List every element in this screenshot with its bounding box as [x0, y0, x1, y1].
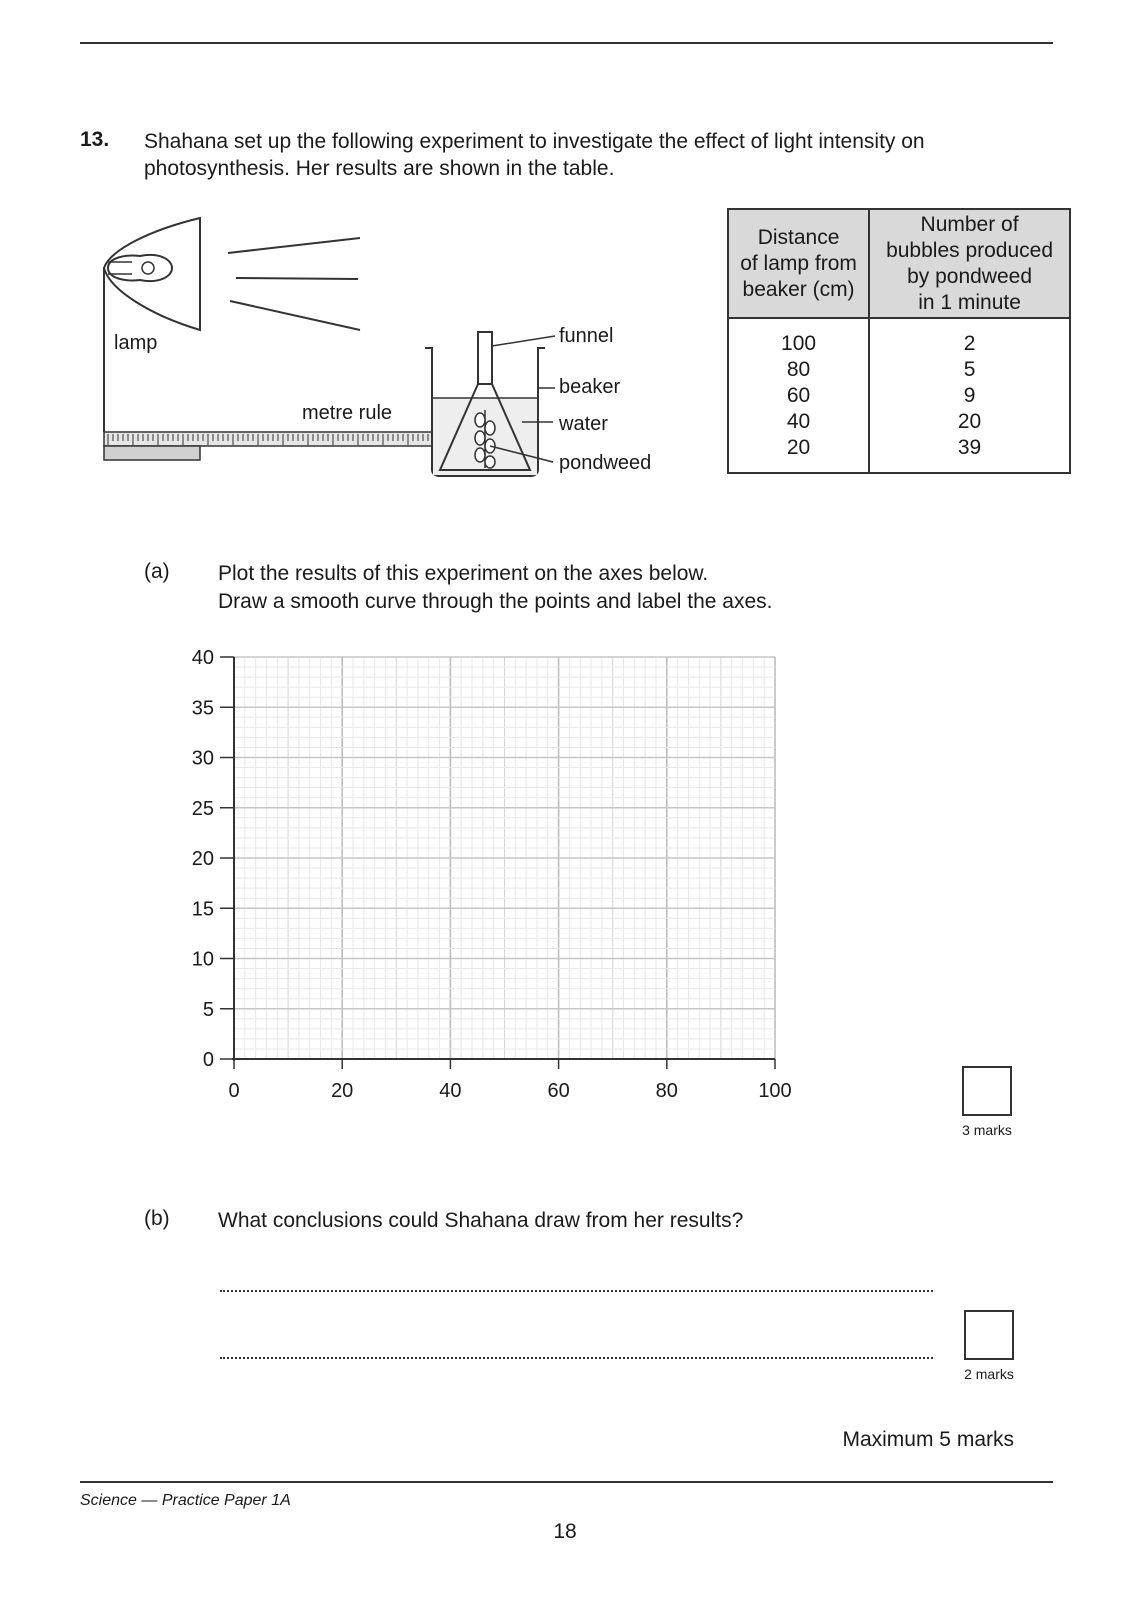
funnel-label: funnel: [559, 325, 614, 347]
y-tick-label: 25: [191, 797, 214, 820]
y-tick-label: 10: [191, 948, 214, 971]
y-tick-label: 40: [191, 647, 214, 669]
metre-rule-label: metre rule: [302, 402, 393, 424]
x-tick-label: 60: [547, 1080, 570, 1102]
y-tick-label: 5: [202, 998, 214, 1021]
distance-value: 20: [786, 436, 811, 459]
distance-header: Distance of lamp from beaker (cm): [728, 209, 869, 318]
part-b-marks-label: 2 marks: [964, 1366, 1014, 1382]
y-tick-label: 20: [191, 848, 214, 870]
question-number: 13.: [80, 128, 110, 151]
part-b-question: What conclusions could Shahana draw from her results?: [218, 1209, 744, 1232]
part-a-line2: Draw a smooth curve through the points and label the axes.: [218, 590, 773, 613]
part-a-label: (a): [144, 560, 170, 583]
distance-value: 60: [786, 384, 811, 407]
x-tick-label: 0: [228, 1080, 240, 1102]
distance-value: 80: [786, 358, 811, 381]
part-a-marks-box[interactable]: [962, 1066, 1012, 1116]
y-tick-label: 30: [191, 747, 214, 770]
answer-line-2[interactable]: [220, 1357, 933, 1359]
part-b-label: (b): [144, 1207, 170, 1230]
beaker-label: beaker: [559, 376, 621, 398]
answer-line-1[interactable]: [220, 1290, 933, 1292]
bubbles-value: 39: [957, 436, 982, 459]
y-tick-label: 0: [202, 1049, 214, 1071]
water-label: water: [559, 413, 608, 435]
distance-value: 100: [781, 332, 817, 355]
part-b-marks-box[interactable]: [964, 1310, 1014, 1360]
footer-rule: [80, 1481, 1053, 1483]
x-tick-label: 80: [655, 1080, 678, 1102]
maximum-marks: Maximum 5 marks: [842, 1428, 1014, 1451]
part-a-line1: Plot the results of this experiment on the axes below.: [218, 562, 709, 585]
paper-title: Science — Practice Paper 1A: [80, 1492, 291, 1509]
lamp-label: lamp: [114, 332, 158, 354]
page-number: 18: [553, 1520, 577, 1543]
x-tick-label: 20: [331, 1080, 354, 1102]
x-tick-label: 100: [758, 1080, 792, 1102]
y-tick-label: 35: [191, 697, 214, 720]
x-tick-label: 40: [439, 1080, 462, 1102]
bubbles-header: Number of bubbles produced by pondweed in 1 minute: [869, 209, 1070, 318]
part-a-marks-label: 3 marks: [962, 1122, 1012, 1138]
bubbles-value: 9: [963, 384, 976, 407]
bubbles-value: 5: [963, 358, 976, 381]
distance-value: 40: [786, 410, 811, 433]
y-tick-label: 15: [191, 898, 214, 921]
bubbles-value: 2: [963, 332, 976, 355]
question-text: Shahana set up the following experiment to investigate the effect of light intensity on photosynthesis. Her results are shown in the table.: [144, 130, 925, 180]
pondweed-label: pondweed: [559, 452, 652, 474]
bubbles-value: 20: [957, 410, 982, 433]
